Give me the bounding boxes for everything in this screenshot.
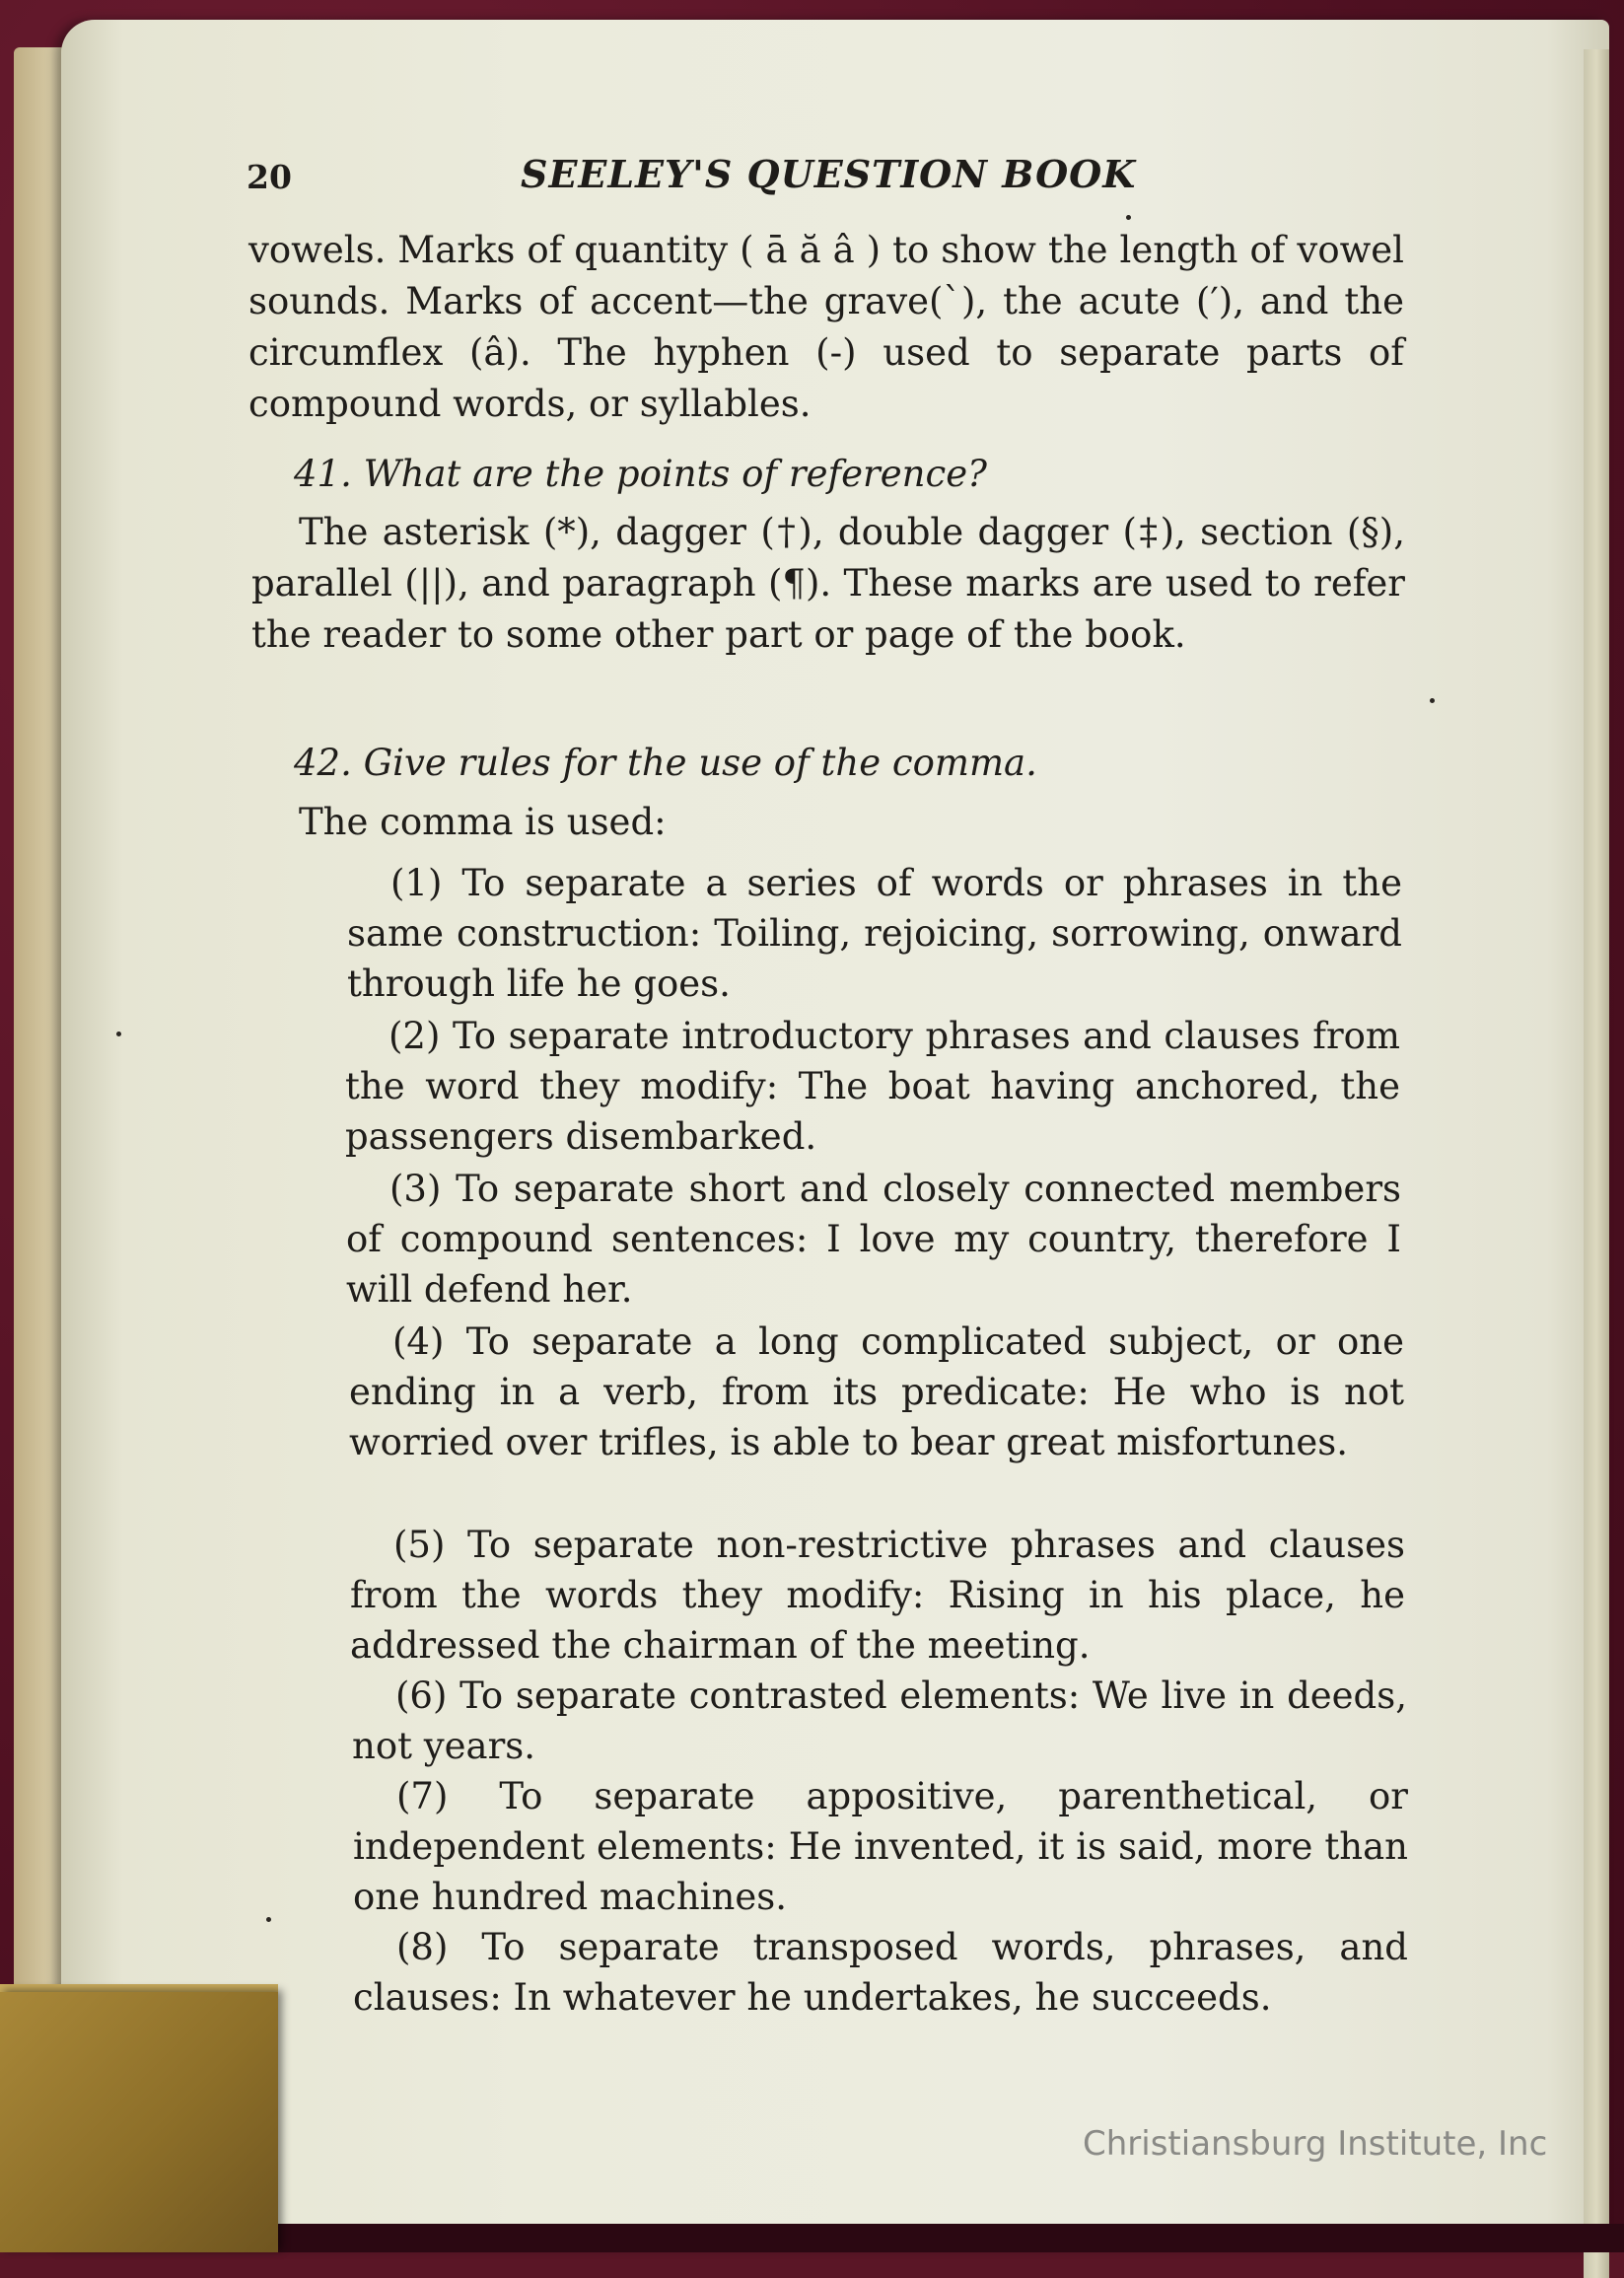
comma-rule-6: (6) To separate contrasted elements: We live in deeds, not years. (352, 1674, 1407, 1767)
ink-speck (1126, 215, 1131, 220)
ink-speck (1430, 698, 1435, 703)
question-41-heading: 41. What are the points of reference? (294, 453, 987, 495)
question-42-heading: 42. Give rules for the use of the comma. (294, 742, 1037, 784)
ink-speck (266, 1917, 271, 1922)
cover-bottom-edge (276, 2224, 1624, 2252)
comma-rule-2: (2) To separate introductory phrases and clauses from the word they modify: The boat having anchored, the passengers disembarked. (345, 1015, 1400, 1158)
comma-rule-1: (1) To separate a series of words or phrases in the same construction: Toiling, rejoicing, sorrowing, onward through life he goes. (347, 862, 1402, 1005)
page-fore-edge (1584, 49, 1609, 2278)
intro-paragraph: vowels. Marks of quantity ( ā ă â ) to show the length of vowel sounds. Marks of accent—the grave(`), the acute (′), and the circumflex (â). The hyphen (-) used to separate parts of compound words, or syllables. (248, 229, 1404, 425)
comma-rule-7: (7) To separate appositive, parenthetical, or independent elements: He invented, it is said, more than one hundred machines. (353, 1775, 1408, 1918)
question-42-lead: The comma is used: (299, 801, 667, 843)
comma-rule-5: (5) To separate non-restrictive phrases and clauses from the words they modify: Rising in his place, he addressed the chairman of the meeting. (350, 1524, 1405, 1667)
running-title: SEELEY'S QUESTION BOOK (521, 152, 1137, 196)
ink-speck (116, 1032, 121, 1036)
watermark: Christiansburg Institute, Inc (1083, 2124, 1548, 2164)
bookmark-card (0, 1992, 278, 2252)
comma-rule-8: (8) To separate transposed words, phrases, and clauses: In whatever he undertakes, he succeeds. (353, 1926, 1408, 2019)
question-41-answer: The asterisk (*), dagger (†), double dagger (‡), section (§), parallel (||), and paragraph (¶). These marks are used to refer the reader to some other part or page of the book. (251, 511, 1405, 656)
running-head (247, 148, 1405, 207)
page-number: 20 (247, 158, 292, 196)
comma-rule-3: (3) To separate short and closely connected members of compound sentences: I love my country, therefore I will defend her. (346, 1168, 1401, 1311)
comma-rule-4: (4) To separate a long complicated subject, or one ending in a verb, from its predicate: He who is not worried over trifles, is able to bear great misfortunes. (349, 1320, 1404, 1463)
